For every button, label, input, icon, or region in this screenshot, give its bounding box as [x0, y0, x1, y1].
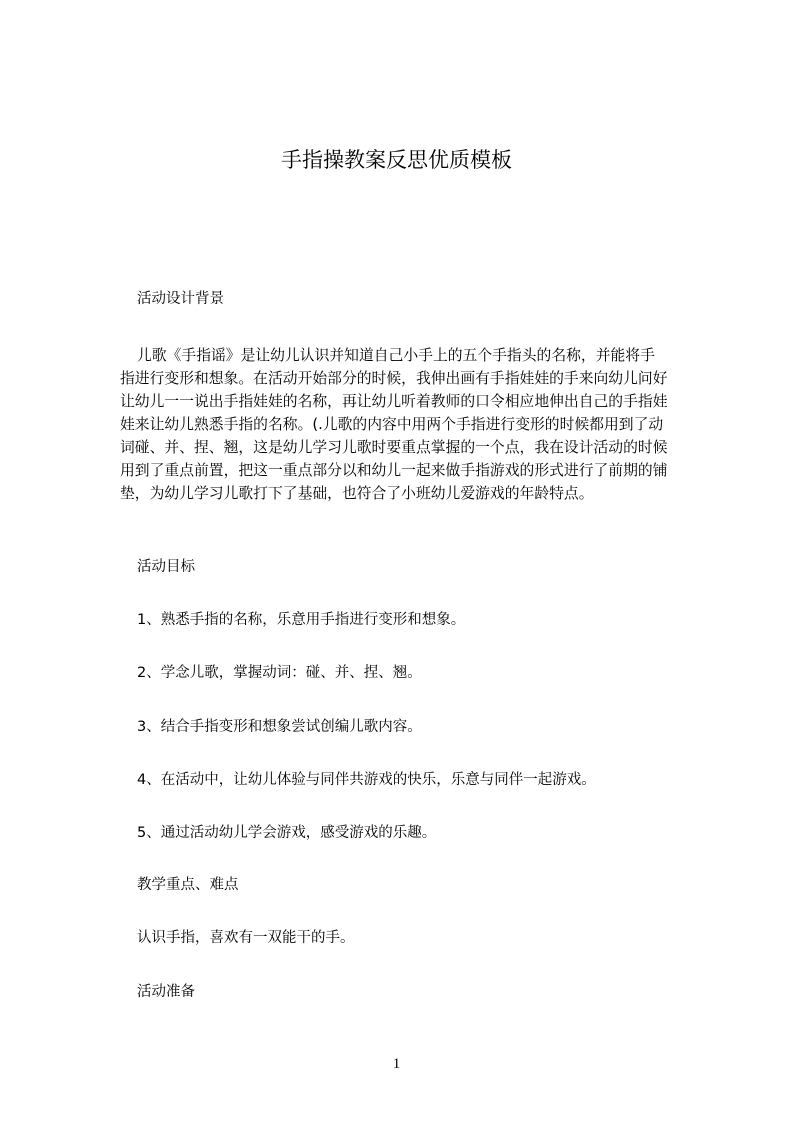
paragraph-line: 指进行变形和想象。在活动开始部分的时候，我伸出画有手指娃娃的手来向幼儿问好: [120, 370, 668, 387]
paragraph-line: 用到了重点前置，把这一重点部分以和幼儿一起来做手指游戏的形式进行了前期的铺: [120, 462, 668, 479]
key-points-text: 认识手指，喜欢有一双能干的手。: [137, 930, 355, 946]
goal-item: 1、熟悉手指的名称，乐意用手指进行变形和想象。: [137, 612, 466, 628]
goal-item: 5、通过活动幼儿学会游戏，感受游戏的乐趣。: [137, 825, 437, 841]
goal-item: 2、学念儿歌，掌握动词：碰、并、捏、翘。: [137, 665, 422, 681]
section-heading-preparation: 活动准备: [137, 984, 195, 1000]
document-title: 手指操教案反思优质模板: [281, 148, 512, 172]
goal-item: 4、在活动中，让幼儿体验与同伴共游戏的快乐，乐意与同伴一起游戏。: [137, 772, 596, 788]
section-heading-background: 活动设计背景: [137, 291, 224, 307]
page-number: 1: [392, 1056, 401, 1072]
paragraph-line: 儿歌《手指谣》是让幼儿认识并知道自己小手上的五个手指头的名称，并能将手: [137, 347, 655, 364]
goal-item: 3、结合手指变形和想象尝试创编儿歌内容。: [137, 719, 422, 735]
section-heading-key-points: 教学重点、难点: [137, 877, 239, 893]
paragraph-line: 让幼儿一一说出手指娃娃的名称，再让幼儿听着教师的口令相应地伸出自己的手指娃: [120, 393, 668, 410]
paragraph-line: 词碰、并、捏、翘，这是幼儿学习儿歌时要重点掌握的一个点，我在设计活动的时候: [120, 439, 668, 456]
paragraph-line: 垫，为幼儿学习儿歌打下了基础，也符合了小班幼儿爱游戏的年龄特点。: [120, 485, 594, 502]
paragraph-line: 娃来让幼儿熟悉手指的名称。(.儿歌的内容中用两个手指进行变形的时候都用到了动: [120, 416, 664, 433]
section-heading-goals: 活动目标: [137, 559, 195, 575]
